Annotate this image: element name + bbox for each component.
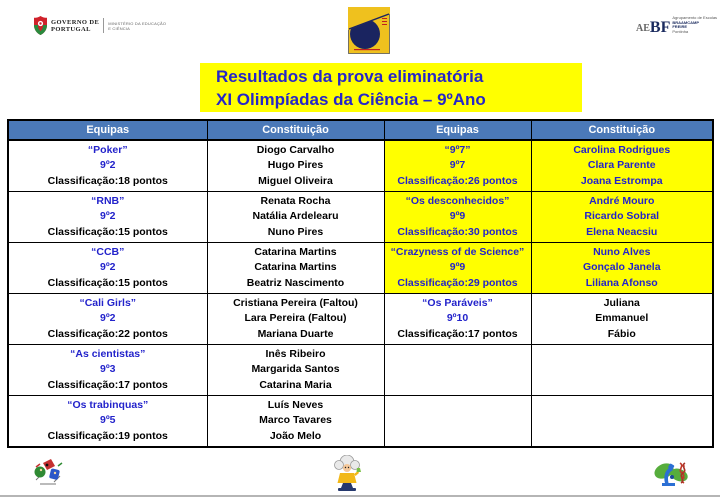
member-name: João Melo [269,429,322,442]
member-name: Marco Tavares [259,414,332,427]
portugal-shield-icon [34,16,47,35]
team-score: Classificação:15 pontos [47,225,168,238]
table-row [8,294,713,345]
column-header-constituicao-2: Constituição [531,120,713,140]
member-name: Natália Ardelearu [252,210,339,223]
member-name: Luís Neves [267,398,324,411]
empty-team-cell [384,396,531,448]
member-name: Emmanuel [595,312,649,325]
member-name: Mariana Duarte [257,327,334,340]
title-line2: XI Olimpíadas da Ciência – 9ºAno [216,90,486,109]
member-name: Miguel Oliveira [258,174,333,187]
team-name: “As cientistas” [70,347,146,360]
aebf-line2: BRAAMCAMP [672,19,700,25]
table-row [8,243,713,294]
team-score: Classificação:18 pontos [47,174,168,187]
members-cell [207,294,384,345]
empty-members-cell [531,345,713,396]
olimpiadas-logo-icon [348,7,390,54]
member-name: Renata Rocha [260,194,331,207]
team-cell-highlighted [384,140,531,192]
column-header-equipas-2: Equipas [384,120,531,140]
title-line1: Resultados da prova eliminatória [216,67,484,86]
empty-team-cell [384,345,531,396]
team-name: “Os Paráveis” [422,296,493,309]
team-score: Classificação:15 pontos [47,276,168,289]
header-row [8,120,713,140]
table-row [8,345,713,396]
member-name: Nuno Pires [267,225,324,238]
members-cell [531,294,713,345]
table-row [8,140,713,192]
team-score: Classificação:17 pontos [47,378,168,391]
member-name: Catarina Martins [254,261,337,274]
column-header-equipas-1: Equipas [8,120,207,140]
team-grade: 9º2 [99,210,116,223]
member-name: Gonçalo Janela [582,261,661,274]
aebf-school-name [672,16,717,34]
team-grade: 9º5 [99,414,116,427]
aebf-line1: Agrupamento de Escolas [672,15,718,20]
member-name: Lara Pereira (Faltou) [244,312,347,325]
team-score: Classificação:30 pontos [397,225,518,238]
team-grade: 9º2 [99,159,116,172]
team-score: Classificação:26 pontos [397,174,518,187]
aebf-line3: FREIRE [672,24,688,29]
team-grade: 9º9 [449,210,466,223]
aebf-school-logo [636,16,717,34]
member-name: Inês Ribeiro [265,347,326,360]
mascots-icon [30,456,66,493]
ministry-line1: MINISTÉRIO DA EDUCAÇÃO [108,20,167,26]
member-name: Catarina Martins [254,245,337,258]
member-name: Cristiana Pereira (Faltou) [233,296,358,309]
member-name: Nuno Alves [593,245,651,258]
member-name: Liliana Afonso [585,276,658,289]
team-cell [8,243,207,294]
gov-name-line1: GOVERNO DE [51,18,100,26]
members-cell-highlighted [531,140,713,192]
members-cell [207,140,384,192]
member-name: Fábio [607,327,636,340]
members-cell [207,396,384,448]
team-name: “Poker” [87,143,128,156]
portugal-government-logo [34,16,166,35]
member-name: Beatriz Nascimento [246,276,345,289]
logo-divider [103,18,104,33]
member-name: André Mouro [589,194,655,207]
member-name: Juliana [603,296,640,309]
team-name: “Crazyness of de Science” [390,245,525,258]
team-grade: 9º2 [99,261,116,274]
aebf-line4: Pontinha [672,28,689,34]
team-name: “Os trabinquas” [67,398,149,411]
team-cell [8,345,207,396]
ministry-name [108,21,166,31]
members-cell [207,192,384,243]
team-grade: 9º7 [449,159,466,172]
member-name: Joana Estrompa [580,174,663,187]
government-name [51,19,99,33]
table-row [8,396,713,448]
members-cell-highlighted [531,243,713,294]
team-score: Classificação:19 pontos [47,429,168,442]
members-cell [207,345,384,396]
team-cell [8,396,207,448]
science-icon [652,457,690,494]
team-name: “CCB” [91,245,125,258]
member-name: Margarida Santos [251,363,340,376]
team-cell [8,294,207,345]
team-name: “Cali Girls” [79,296,137,309]
team-name: “Os desconhecidos” [405,194,510,207]
team-grade: 9º2 [99,312,116,325]
aebf-bf-text: BF [649,19,671,36]
team-grade: 9º10 [446,312,469,325]
table-row [8,192,713,243]
team-score: Classificação:17 pontos [397,327,518,340]
team-cell [8,192,207,243]
team-grade: 9º9 [449,261,466,274]
member-name: Clara Parente [587,159,656,172]
column-header-constituicao-1: Constituição [207,120,384,140]
member-name: Carolina Rodrigues [573,143,671,156]
aebf-ae-text: AE [636,23,650,34]
gov-name-line2: PORTUGAL [51,25,91,33]
empty-members-cell [531,396,713,448]
ministry-line2: E CIÊNCIA [108,25,131,31]
scientist-icon [331,455,363,497]
page-title [200,63,582,112]
team-name: “RNB” [91,194,125,207]
member-name: Hugo Pires [267,159,324,172]
team-cell [384,294,531,345]
member-name: Elena Neacsiu [586,225,658,238]
team-score: Classificação:29 pontos [397,276,518,289]
member-name: Ricardo Sobral [584,210,660,223]
members-cell-highlighted [531,192,713,243]
results-table [7,119,714,448]
team-cell-highlighted [384,192,531,243]
member-name: Catarina Maria [259,378,332,391]
member-name: Diogo Carvalho [256,143,335,156]
olimpiadas-ciencia-logo [348,7,390,59]
team-score: Classificação:22 pontos [47,327,168,340]
team-cell [8,140,207,192]
team-grade: 9º3 [99,363,116,376]
slide-bottom-edge [0,495,720,497]
members-cell [207,243,384,294]
team-cell-highlighted [384,243,531,294]
team-name: “9º7” [444,143,471,156]
